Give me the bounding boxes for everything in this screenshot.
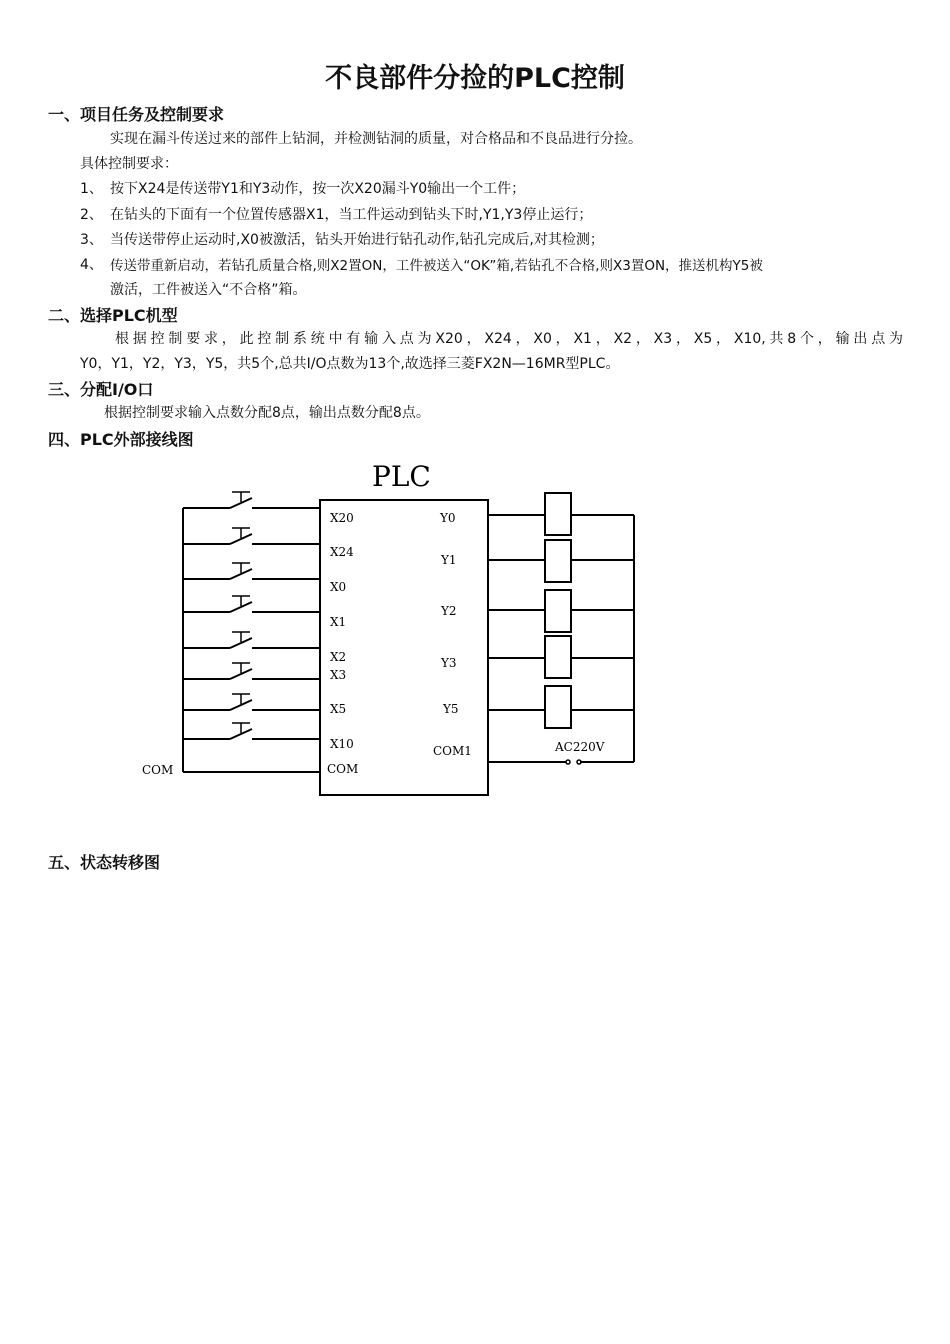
- input-label: COM: [327, 762, 359, 776]
- input-switch-x1: [183, 602, 320, 612]
- left-com-label: COM: [142, 763, 174, 777]
- section-2-heading: 二、选择PLC机型: [48, 306, 178, 325]
- output-label: Y3: [441, 656, 457, 670]
- section-1-heading: 一、项目任务及控制要求: [48, 105, 225, 124]
- page-title: 不良部件分捡的PLC控制: [325, 63, 625, 94]
- section-4-heading: 四、PLC外部接线图: [48, 430, 194, 449]
- input-label: X10: [330, 737, 354, 751]
- requirement-item: 传送带重新启动，若钻孔质量合格,则X2置ON，工件被送入“OK”箱,若钻孔不合格,则X3置ON，推送机构Y5被: [110, 258, 763, 274]
- requirement-item-continued: 激活，工件被送入“不合格”箱。: [110, 282, 307, 298]
- item-number: 4、: [80, 257, 103, 273]
- output-label: Y5: [443, 702, 459, 716]
- section-3-heading: 三、分配I/O口: [48, 380, 154, 399]
- output-label: Y0: [440, 511, 456, 525]
- supply-terminal: [566, 760, 570, 764]
- section-2-line-1: 根据控制要求，此控制系统中有输入点为X20，X24，X0，X1，X2，X3，X5，X10,共8个，输出点为: [115, 331, 903, 347]
- input-label: X24: [330, 545, 354, 559]
- input-switch-x5: [183, 700, 320, 710]
- supply-terminal: [577, 760, 581, 764]
- requirement-item: 按下X24是传送带Y1和Y3动作，按一次X20漏斗Y0输出一个工件；: [110, 181, 526, 197]
- item-number: 3、: [80, 232, 103, 248]
- coil-y2: [545, 590, 571, 632]
- coil-y1: [545, 540, 571, 582]
- section-2-line-2: Y0，Y1，Y2，Y3，Y5，共5个,总共I/O点数为13个,故选择三菱FX2N—16MR型PLC。: [80, 356, 620, 372]
- item-number: 2、: [80, 207, 103, 223]
- coil-y0: [545, 493, 571, 535]
- requirements-label: 具体控制要求：: [80, 156, 178, 172]
- supply-label: AC220V: [555, 740, 605, 754]
- section-1-intro: 实现在漏斗传送过来的部件上钻洞，并检测钻洞的质量，对合格品和不良品进行分捡。: [110, 131, 642, 147]
- input-switch-x2: [183, 638, 320, 648]
- input-switch-x20: [183, 498, 320, 508]
- section-3-text: 根据控制要求输入点数分配8点，输出点数分配8点。: [104, 405, 430, 421]
- input-switch-x24: [183, 534, 320, 544]
- input-switch-x10: [183, 729, 320, 739]
- section-5-heading: 五、状态转移图: [48, 853, 161, 872]
- requirement-item: 当传送带停止运动时,X0被激活，钻头开始进行钻孔动作,钻孔完成后,对其检测；: [110, 232, 604, 248]
- plc-label: PLC: [372, 460, 431, 493]
- output-label: Y2: [441, 604, 457, 618]
- output-label: Y1: [441, 553, 457, 567]
- input-switch-x0: [183, 569, 320, 579]
- coil-y3: [545, 636, 571, 678]
- input-label: X5: [330, 702, 347, 716]
- input-label: X1: [330, 615, 347, 629]
- input-label: X20: [330, 511, 354, 525]
- input-label: X3: [330, 668, 347, 682]
- requirement-item: 在钻头的下面有一个位置传感器X1，当工件运动到钻头下时,Y1,Y3停止运行；: [110, 207, 593, 223]
- input-label: X2: [330, 650, 347, 664]
- input-label: X0: [330, 580, 347, 594]
- coil-y5: [545, 686, 571, 728]
- input-switch-x3: [183, 669, 320, 679]
- output-label: COM1: [433, 744, 472, 758]
- item-number: 1、: [80, 181, 103, 197]
